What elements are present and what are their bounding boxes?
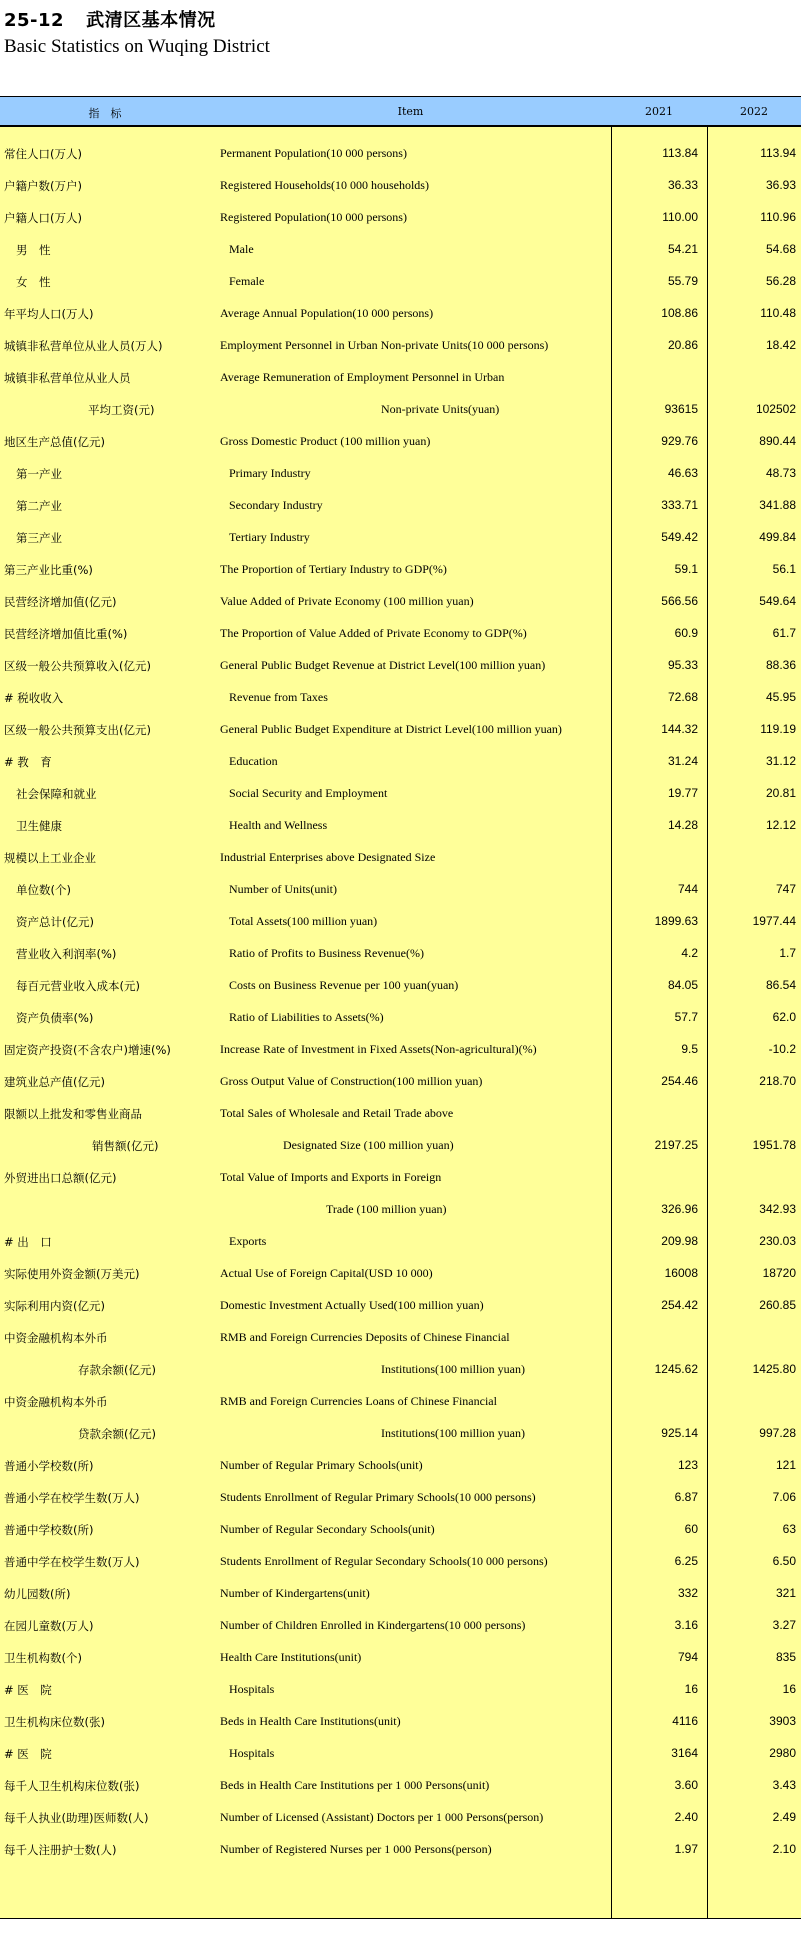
value-2022: 321: [775, 1586, 796, 1600]
row-label-en: General Public Budget Expenditure at District Level(100 million yuan): [220, 722, 562, 736]
row-label-cn: 普通中学在校学生数(万人): [4, 1555, 140, 1569]
row-label-cn: 幼儿园数(所): [4, 1587, 71, 1601]
value-2021: 55.79: [667, 274, 698, 288]
value-2021: 60.9: [674, 626, 698, 640]
value-2021: 144.32: [661, 722, 698, 736]
row-label-cn: 单位数(个): [16, 883, 71, 897]
table-row: [0, 1737, 801, 1769]
value-2021: 3164: [671, 1746, 698, 1760]
value-2021: 254.46: [661, 1074, 698, 1088]
value-2022: 54.68: [765, 242, 796, 256]
value-2022: 230.03: [759, 1234, 796, 1248]
row-label-en: Students Enrollment of Regular Primary Schools(10 000 persons): [220, 1490, 536, 1504]
row-label-en: Total Value of Imports and Exports in Foreign: [220, 1170, 442, 1184]
row-label-cn: 男 性: [16, 243, 51, 257]
row-label-cn: 中资金融机构本外币: [4, 1331, 108, 1345]
row-label-cn: 区级一般公共预算收入(亿元): [4, 659, 151, 673]
value-2021: 1245.62: [654, 1362, 698, 1376]
value-2021: 19.77: [667, 786, 698, 800]
row-label-en: Average Annual Population(10 000 persons): [220, 306, 434, 320]
value-2022: 110.48: [760, 306, 796, 320]
row-label-en: Hospitals: [229, 1746, 275, 1760]
row-label-cn: 中资金融机构本外币: [4, 1395, 108, 1409]
value-2021: 123: [677, 1458, 698, 1472]
table-row: [0, 553, 801, 585]
row-label-cn: 存款余额(亿元): [78, 1363, 156, 1377]
value-2022: 2.49: [772, 1810, 796, 1824]
value-2021: 72.68: [667, 690, 698, 704]
value-2021: 9.5: [681, 1042, 698, 1056]
row-label-cn: 第三产业: [16, 531, 62, 545]
row-label-cn: 在园儿童数(万人): [4, 1619, 94, 1633]
row-label-en: Permanent Population(10 000 persons): [220, 146, 407, 160]
value-2021: 57.7: [674, 1010, 698, 1024]
value-2021: 3.60: [674, 1778, 698, 1792]
value-2022: 18720: [762, 1266, 796, 1280]
table-row: [0, 905, 801, 937]
table-row: [0, 233, 801, 265]
table-row: [0, 777, 801, 809]
value-2022: 3903: [769, 1714, 796, 1728]
row-label-en: Increase Rate of Investment in Fixed Assets(Non-agricultural)(%): [220, 1042, 537, 1056]
value-2022: 12.12: [765, 818, 796, 832]
value-2021: 3.16: [674, 1618, 698, 1632]
value-2021: 16008: [664, 1266, 698, 1280]
row-label-cn: 民营经济增加值(亿元): [4, 595, 117, 609]
value-2022: 102502: [755, 402, 796, 416]
table-row: [0, 585, 801, 617]
value-2021: 93615: [664, 402, 698, 416]
value-2022: 62.0: [772, 1010, 796, 1024]
value-2021: 4116: [672, 1714, 698, 1728]
table-row: [0, 1033, 801, 1065]
value-2022: 1.7: [779, 946, 796, 960]
table-row: [0, 1609, 801, 1641]
table-row: [0, 1417, 801, 1449]
row-label-cn: 建筑业总产值(亿元): [4, 1075, 105, 1089]
table-row: [0, 1321, 801, 1353]
value-2022: 36.93: [765, 178, 796, 192]
value-2022: 63: [782, 1522, 796, 1536]
table-row: [0, 1129, 801, 1161]
value-2021: 333.71: [661, 498, 698, 512]
statistics-table: [0, 96, 801, 1919]
row-label-en: Designated Size (100 million yuan): [283, 1138, 454, 1152]
value-2022: 2.10: [772, 1842, 796, 1856]
row-label-en: Total Sales of Wholesale and Retail Trade above: [220, 1106, 454, 1120]
row-label-en: Number of Regular Secondary Schools(unit): [220, 1522, 435, 1536]
row-label-en: Hospitals: [229, 1682, 275, 1696]
value-2021: 332: [677, 1586, 698, 1600]
row-label-cn: 卫生健康: [16, 819, 62, 833]
table-row: [0, 841, 801, 873]
row-label-en: Number of Units(unit): [229, 882, 337, 896]
table-row: [0, 393, 801, 425]
value-2022: -10.2: [768, 1042, 796, 1056]
row-label-cn: 每千人执业(助理)医师数(人): [4, 1811, 149, 1825]
value-2021: 95.33: [667, 658, 698, 672]
value-2022: 835: [775, 1650, 796, 1664]
row-label-en: Beds in Health Care Institutions per 1 000 Persons(unit): [220, 1778, 490, 1792]
row-label-en: General Public Budget Revenue at District Level(100 million yuan): [220, 658, 546, 672]
table-row: [0, 1385, 801, 1417]
table-body: [0, 137, 801, 1865]
table-row: [0, 1257, 801, 1289]
row-label-cn: # 出 口: [4, 1235, 52, 1249]
value-2022: 113.94: [760, 146, 796, 160]
row-label-cn: 年平均人口(万人): [4, 307, 94, 321]
value-2021: 110.00: [662, 210, 698, 224]
row-label-cn: 销售额(亿元): [92, 1139, 159, 1153]
table-number: 25-12: [4, 10, 65, 31]
value-2022: 2980: [769, 1746, 796, 1760]
value-2021: 6.87: [674, 1490, 698, 1504]
value-2022: 88.36: [765, 658, 796, 672]
value-2022: 1951.78: [752, 1138, 796, 1152]
row-label-en: Average Remuneration of Employment Personnel in Urban: [220, 370, 505, 384]
row-label-cn: 女 性: [16, 275, 51, 289]
row-label-en: Health Care Institutions(unit): [220, 1650, 362, 1664]
table-row: [0, 201, 801, 233]
row-label-cn: 民营经济增加值比重(%): [4, 627, 128, 641]
row-label-cn: 营业收入利润率(%): [16, 947, 117, 961]
row-label-cn: # 教 育: [4, 755, 52, 769]
table-row: [0, 745, 801, 777]
table-row: [0, 137, 801, 169]
row-label-en: Primary Industry: [229, 466, 311, 480]
row-label-cn: 第二产业: [16, 499, 62, 513]
table-row: [0, 617, 801, 649]
table-row: [0, 1225, 801, 1257]
value-2021: 549.42: [661, 530, 698, 544]
value-2022: 3.27: [772, 1618, 796, 1632]
page-title: [4, 6, 216, 32]
value-2021: 925.14: [661, 1426, 698, 1440]
row-label-cn: 常住人口(万人): [4, 147, 82, 161]
row-label-cn: 第一产业: [16, 467, 62, 481]
value-2022: 1425.80: [752, 1362, 796, 1376]
table-row: [0, 297, 801, 329]
value-2022: 61.7: [772, 626, 796, 640]
row-label-en: Domestic Investment Actually Used(100 million yuan): [220, 1298, 484, 1312]
value-2022: 56.1: [772, 562, 796, 576]
row-label-en: Exports: [229, 1234, 267, 1248]
value-2021: 254.42: [661, 1298, 698, 1312]
row-label-cn: 普通小学校数(所): [4, 1459, 94, 1473]
title-chinese: 武清区基本情况: [86, 10, 216, 31]
value-2021: 60: [684, 1522, 698, 1536]
row-label-cn: 城镇非私营单位从业人员: [4, 371, 131, 385]
row-label-cn: 地区生产总值(亿元): [4, 435, 105, 449]
table-row: [0, 1353, 801, 1385]
row-label-cn: 限额以上批发和零售业商品: [4, 1107, 142, 1121]
page-subtitle: Basic Statistics on Wuqing District: [4, 36, 270, 57]
table-row: [0, 1673, 801, 1705]
row-label-en: RMB and Foreign Currencies Deposits of Chinese Financial: [220, 1330, 510, 1344]
row-label-en: Registered Households(10 000 households): [220, 178, 429, 192]
row-label-en: Trade (100 million yuan): [326, 1202, 447, 1216]
value-2022: 997.28: [759, 1426, 796, 1440]
table-row: [0, 1641, 801, 1673]
row-label-cn: 实际利用内资(亿元): [4, 1299, 105, 1313]
table-row: [0, 713, 801, 745]
value-2022: 16: [782, 1682, 796, 1696]
row-label-cn: 城镇非私营单位从业人员(万人): [4, 339, 163, 353]
row-label-cn: 每百元营业收入成本(元): [16, 979, 140, 993]
row-label-en: The Proportion of Tertiary Industry to GDP(%): [220, 562, 447, 576]
table-header: [0, 97, 801, 127]
row-label-en: Number of Registered Nurses per 1 000 Persons(person): [220, 1842, 492, 1856]
value-2021: 1899.63: [654, 914, 698, 928]
table-row: [0, 969, 801, 1001]
table-row: [0, 649, 801, 681]
row-label-en: Ratio of Liabilities to Assets(%): [229, 1010, 384, 1024]
row-label-en: Secondary Industry: [229, 498, 323, 512]
row-label-cn: # 医 院: [4, 1683, 52, 1697]
table-row: [0, 873, 801, 905]
table-row: [0, 1097, 801, 1129]
table-row: [0, 425, 801, 457]
value-2022: 890.44: [759, 434, 796, 448]
value-2022: 6.50: [772, 1554, 796, 1568]
table-row: [0, 937, 801, 969]
table-row: [0, 1545, 801, 1577]
row-label-cn: 资产总计(亿元): [16, 915, 94, 929]
value-2021: 31.24: [667, 754, 698, 768]
value-2021: 794: [677, 1650, 698, 1664]
value-2021: 1.97: [674, 1842, 698, 1856]
row-label-cn: 普通中学校数(所): [4, 1523, 94, 1537]
value-2022: 342.93: [759, 1202, 796, 1216]
table-row: [0, 361, 801, 393]
value-2022: 499.84: [759, 530, 796, 544]
table-row: [0, 265, 801, 297]
value-2021: 14.28: [667, 818, 698, 832]
row-label-en: Social Security and Employment: [229, 786, 388, 800]
row-label-cn: # 医 院: [4, 1747, 52, 1761]
row-label-cn: 区级一般公共预算支出(亿元): [4, 723, 151, 737]
value-2021: 2197.25: [654, 1138, 698, 1152]
value-2021: 4.2: [681, 946, 698, 960]
value-2022: 31.12: [765, 754, 796, 768]
value-2022: 18.42: [765, 338, 796, 352]
value-2022: 121: [775, 1458, 796, 1472]
table-row: [0, 1833, 801, 1865]
row-label-en: The Proportion of Value Added of Private Economy to GDP(%): [220, 626, 527, 640]
table-row: [0, 681, 801, 713]
header-2021: 2021: [645, 105, 673, 118]
row-label-en: Ratio of Profits to Business Revenue(%): [229, 946, 424, 960]
row-label-cn: 外贸进出口总额(亿元): [4, 1171, 117, 1185]
value-2021: 113.84: [662, 146, 698, 160]
value-2022: 7.06: [772, 1490, 796, 1504]
header-2022: 2022: [740, 105, 768, 118]
row-label-en: Number of Kindergartens(unit): [220, 1586, 370, 1600]
row-label-cn: 卫生机构数(个): [4, 1651, 82, 1665]
row-label-en: Beds in Health Care Institutions(unit): [220, 1714, 401, 1728]
table-row: [0, 1449, 801, 1481]
row-label-en: Actual Use of Foreign Capital(USD 10 000): [220, 1266, 433, 1280]
row-label-cn: # 税收收入: [4, 691, 64, 705]
row-label-en: Total Assets(100 million yuan): [229, 914, 378, 928]
value-2022: 341.88: [759, 498, 796, 512]
table-row: [0, 521, 801, 553]
row-label-en: Male: [229, 242, 254, 256]
value-2021: 2.40: [674, 1810, 698, 1824]
row-label-en: Registered Population(10 000 persons): [220, 210, 407, 224]
row-label-en: Institutions(100 million yuan): [381, 1426, 525, 1440]
value-2022: 119.19: [760, 722, 796, 736]
value-2022: 45.95: [765, 690, 796, 704]
header-item: Item: [397, 105, 424, 118]
table-row: [0, 1481, 801, 1513]
value-2022: 3.43: [772, 1778, 796, 1792]
table-row: [0, 1801, 801, 1833]
row-label-en: Female: [229, 274, 265, 288]
row-label-cn: 规模以上工业企业: [4, 851, 96, 865]
row-label-en: Industrial Enterprises above Designated Size: [220, 850, 436, 864]
row-label-en: Number of Regular Primary Schools(unit): [220, 1458, 423, 1472]
table-row: [0, 457, 801, 489]
row-label-en: Gross Domestic Product (100 million yuan): [220, 434, 431, 448]
value-2021: 84.05: [667, 978, 698, 992]
value-2021: 209.98: [661, 1234, 698, 1248]
row-label-en: Value Added of Private Economy (100 million yuan): [220, 594, 474, 608]
value-2022: 86.54: [765, 978, 796, 992]
value-2022: 48.73: [765, 466, 796, 480]
table-row: [0, 329, 801, 361]
row-label-cn: 每千人卫生机构床位数(张): [4, 1779, 140, 1793]
value-2021: 929.76: [661, 434, 698, 448]
row-label-en: Students Enrollment of Regular Secondary Schools(10 000 persons): [220, 1554, 548, 1568]
row-label-en: RMB and Foreign Currencies Loans of Chinese Financial: [220, 1394, 497, 1408]
row-label-cn: 户籍人口(万人): [4, 211, 82, 225]
value-2021: 108.86: [661, 306, 698, 320]
value-2021: 744: [677, 882, 698, 896]
row-label-en: Education: [229, 754, 278, 768]
value-2022: 110.96: [760, 210, 796, 224]
row-label-cn: 户籍户数(万户): [4, 179, 82, 193]
row-label-en: Costs on Business Revenue per 100 yuan(yuan): [229, 978, 459, 992]
table-row: [0, 1161, 801, 1193]
table-row: [0, 1193, 801, 1225]
value-2021: 20.86: [667, 338, 698, 352]
table-row: [0, 1001, 801, 1033]
table-row: [0, 489, 801, 521]
row-label-cn: 社会保障和就业: [16, 787, 97, 801]
row-label-en: Revenue from Taxes: [229, 690, 328, 704]
value-2021: 326.96: [661, 1202, 698, 1216]
row-label-cn: 普通小学在校学生数(万人): [4, 1491, 140, 1505]
row-label-cn: 实际使用外资金额(万美元): [4, 1267, 140, 1281]
table-row: [0, 1065, 801, 1097]
row-label-cn: 固定资产投资(不含农户)增速(%): [4, 1043, 171, 1057]
value-2021: 36.33: [667, 178, 698, 192]
row-label-cn: 平均工资(元): [88, 403, 155, 417]
header-indicator: 指 标: [88, 107, 122, 120]
table-row: [0, 809, 801, 841]
row-label-en: Tertiary Industry: [229, 530, 310, 544]
row-label-cn: 每千人注册护士数(人): [4, 1843, 117, 1857]
row-label-en: Institutions(100 million yuan): [381, 1362, 525, 1376]
value-2021: 54.21: [667, 242, 698, 256]
table-row: [0, 1577, 801, 1609]
value-2021: 16: [684, 1682, 698, 1696]
table-row: [0, 1705, 801, 1737]
value-2022: 747: [775, 882, 796, 896]
row-label-cn: 贷款余额(亿元): [78, 1427, 156, 1441]
value-2021: 6.25: [674, 1554, 698, 1568]
table-row: [0, 1769, 801, 1801]
table-row: [0, 1289, 801, 1321]
row-label-en: Number of Children Enrolled in Kindergartens(10 000 persons): [220, 1618, 526, 1632]
value-2022: 549.64: [759, 594, 796, 608]
value-2022: 1977.44: [752, 914, 796, 928]
row-label-en: Number of Licensed (Assistant) Doctors per 1 000 Persons(person): [220, 1810, 544, 1824]
table-row: [0, 169, 801, 201]
value-2022: 218.70: [759, 1074, 796, 1088]
row-label-cn: 资产负债率(%): [16, 1011, 94, 1025]
value-2022: 20.81: [765, 786, 796, 800]
value-2022: 56.28: [765, 274, 796, 288]
row-label-cn: 第三产业比重(%): [4, 563, 93, 577]
row-label-en: Non-private Units(yuan): [381, 402, 500, 416]
row-label-en: Employment Personnel in Urban Non-private Units(10 000 persons): [220, 338, 549, 352]
row-label-en: Gross Output Value of Construction(100 million yuan): [220, 1074, 483, 1088]
value-2022: 260.85: [759, 1298, 796, 1312]
value-2021: 566.56: [661, 594, 698, 608]
row-label-cn: 卫生机构床位数(张): [4, 1715, 105, 1729]
value-2021: 59.1: [674, 562, 698, 576]
row-label-en: Health and Wellness: [229, 818, 328, 832]
table-row: [0, 1513, 801, 1545]
value-2021: 46.63: [667, 466, 698, 480]
